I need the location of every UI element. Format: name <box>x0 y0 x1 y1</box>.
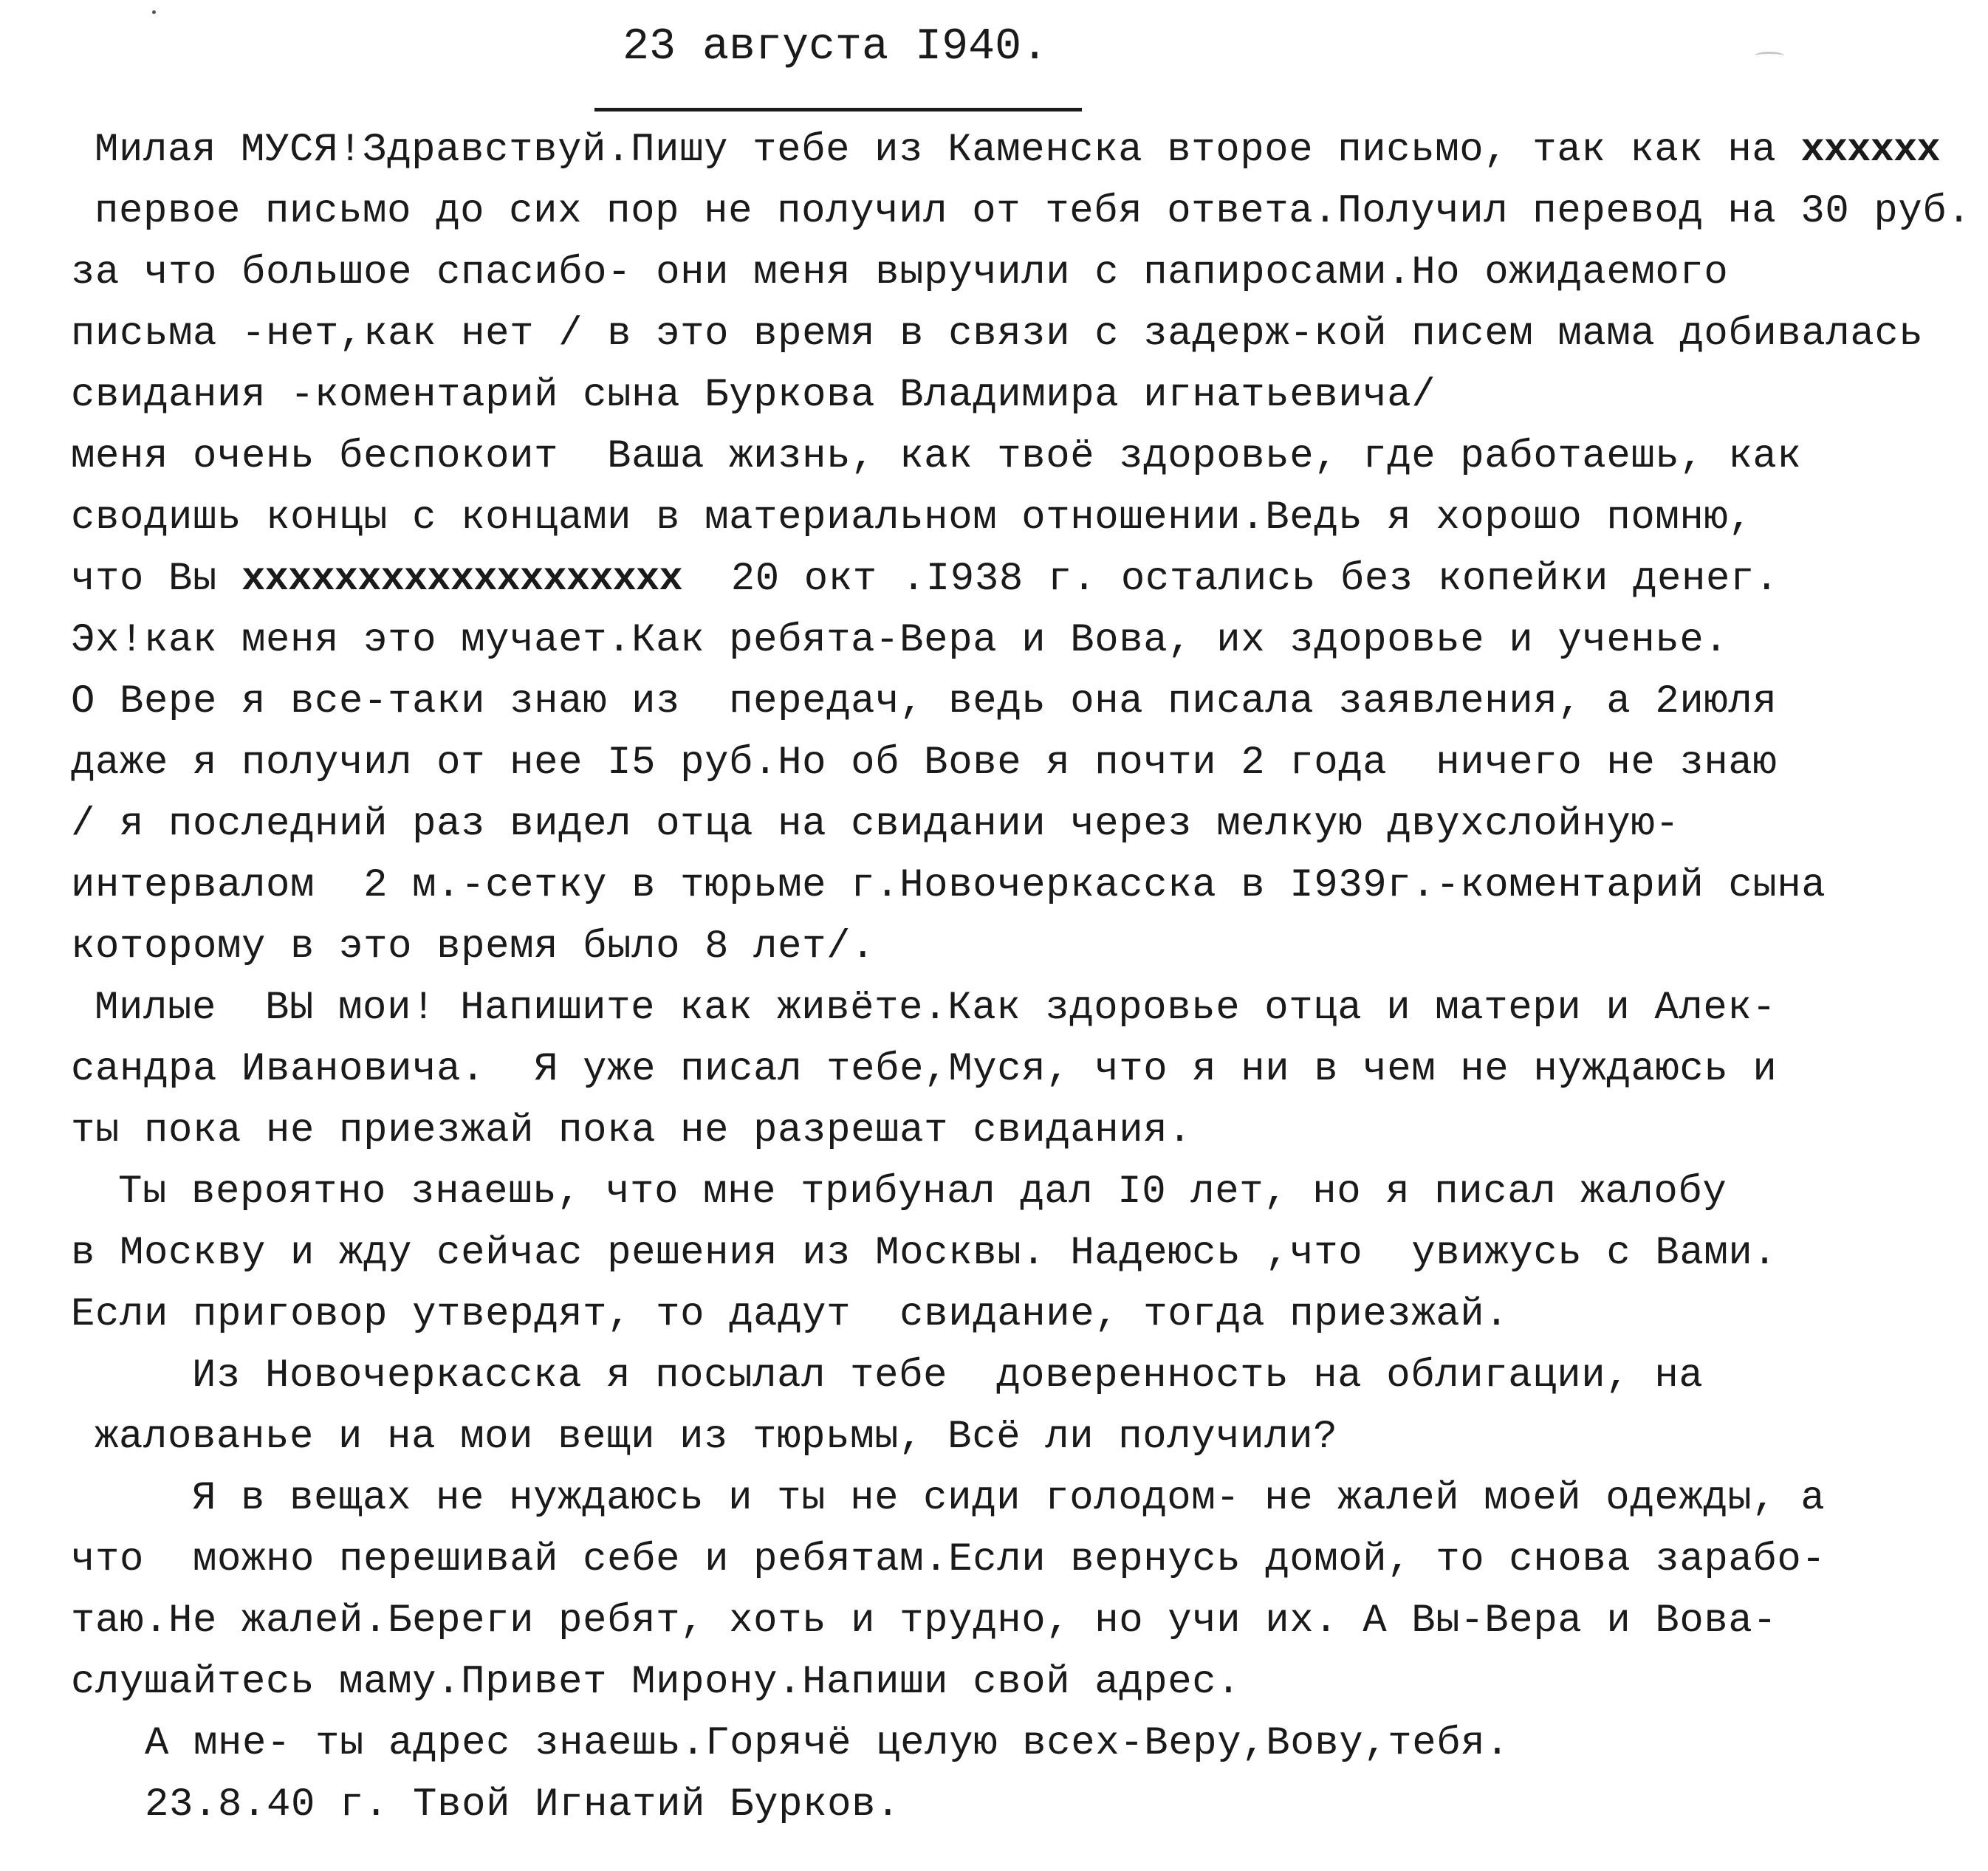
letter-line: Из Новочеркасска я посылал тебе доверенность на облигации, на <box>192 1353 1704 1398</box>
letter-line: Милые ВЫ мои! Напишите как живёте.Как здоровье отца и матери и Алек- <box>95 986 1777 1031</box>
letter-line: Я в вещах не нуждаюсь и ты не сиди голодом- не жалей моей одежды, а <box>192 1476 1826 1521</box>
letter-line: что можно перешивай себе и ребятам.Если вернусь домой, то снова зарабо- <box>71 1537 1826 1582</box>
letter-line: меня очень беспокоит Ваша жизнь, как твоё здоровье, где работаешь, как <box>71 434 1802 479</box>
letter-line: за что большое спасибо- они меня выручили с папиросами.Но ожидаемого <box>71 250 1729 295</box>
letter-line: таю.Не жалей.Береги ребят, хоть и трудно, но учи их. А Вы-Вера и Вова- <box>71 1599 1778 1644</box>
letter-line: ты пока не приезжай пока не разрешат свидания. <box>71 1108 1193 1153</box>
letter-line: интервалом 2 м.-сетку в тюрьме г.Новочеркасска в I939г.-коментарий сына <box>71 863 1826 908</box>
letter-line: Если приговор утвердят, то дадут свидание, тогда приезжай. <box>71 1292 1509 1337</box>
struck-text: xxxxxx <box>1800 128 1940 173</box>
letter-line: Эх!как меня это мучает.Как ребята-Вера и Вова, их здоровье и ученье. <box>71 618 1729 663</box>
letter-line: что Вы xxxxxxxxxxxxxxxxxxx 20 окт .I938 г. остались без копейки денег. <box>71 557 1779 602</box>
letter-line: слушайтесь маму.Привет Мирону.Напиши свой адрес. <box>71 1660 1241 1705</box>
letter-line: письма -нет,как нет / в это время в связи с задерж-кой писем мама добивалась <box>71 312 1924 357</box>
letter-line: Милая МУСЯ!Здравствуй.Пишу тебе из Каменска второе письмо, так как на xxxxxx <box>95 128 1940 173</box>
letter-line: сандра Ивановича. Я уже писал тебе,Муся, что я ни в чем не нуждаюсь и <box>71 1047 1778 1092</box>
letter-line: даже я получил от нее I5 руб.Но об Вове я почти 2 года ничего не знаю <box>71 741 1778 786</box>
letter-line: Ты вероятно знаешь, что мне трибунал дал I0 лет, но я писал жалобу <box>118 1170 1727 1215</box>
letter-line: которому в это время было 8 лет/. <box>71 924 876 969</box>
letter-line: первое письмо до сих пор не получил от тебя ответа.Получил перевод на 30 руб. <box>95 189 1972 234</box>
letter-line: / я последний раз видел отца на свидании через мелкую двухслойную- <box>71 802 1680 847</box>
letter-line: жалованье и на мои вещи из тюрьмы, Всё ли получили? <box>95 1415 1338 1460</box>
letter-line: в Москву и жду сейчас решения из Москвы. Надеюсь ,что увижусь с Вами. <box>71 1231 1778 1276</box>
letter-date: 23 августа I940. <box>623 22 1049 72</box>
struck-text: xxxxxxxxxxxxxxxxxxx <box>241 557 682 602</box>
letter-line: О Вере я все-таки знаю из передач, ведь она писала заявления, а 2июля <box>71 679 1778 724</box>
letter-line: сводишь концы с концами в материальном отношении.Ведь я хорошо помню, <box>71 495 1753 540</box>
letter-line: свидания -коментарий сына Буркова Владимира игнатьевича/ <box>71 373 1436 418</box>
letter-line: А мне- ты адрес знаешь.Горячё целую всех-Веру,Вову,тебя. <box>145 1721 1510 1766</box>
letter-signature-line: 23.8.40 г. Твой Игнатий Бурков. <box>145 1782 901 1827</box>
